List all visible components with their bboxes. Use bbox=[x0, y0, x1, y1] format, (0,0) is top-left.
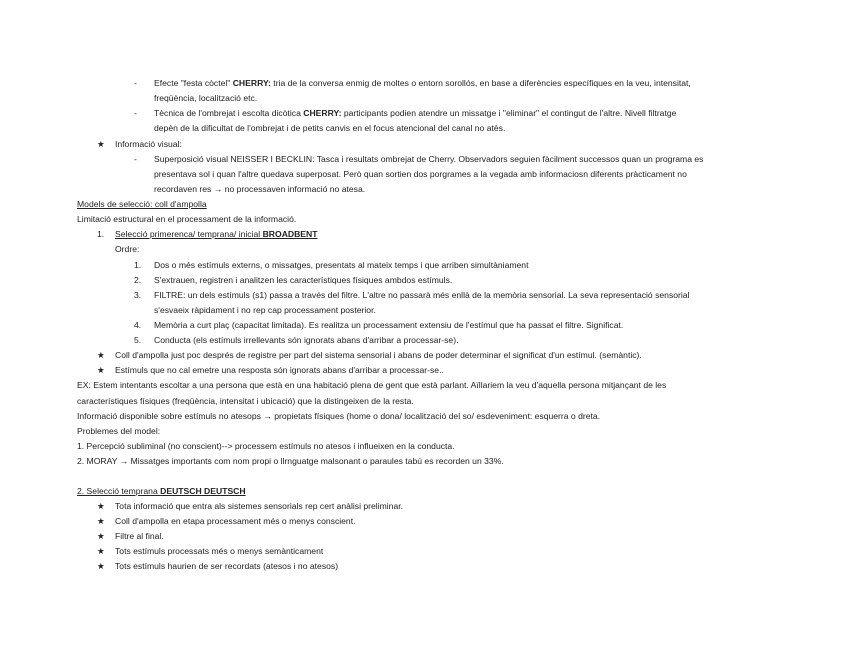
list-number: 4. bbox=[134, 320, 142, 330]
bullet-text: Coll d'ampolla en etapa processament més o menys conscient. bbox=[115, 516, 356, 526]
bullet-text: Estímuls que no cal emetre una resposta són ignorats abans d'arribar a processar-se.. bbox=[115, 365, 444, 375]
text: Selecció primerenca/ temprana/ inicial bbox=[115, 229, 263, 239]
limitation-text: Limitació estructural en el processament de la informació. bbox=[77, 214, 297, 224]
step-line: FILTRE: un dels estímuls (s1) passa a través del filtre. L'altre no passarà més enllà de la memòria sensorial. La seva representació sensorial bbox=[154, 290, 690, 300]
star-bullet-icon: ★ bbox=[97, 139, 105, 149]
problem-2: 2. MORAY → Missatges importants com nom propi o llrnguatge malsonant o paraules tabú es recorden un 33%. bbox=[77, 456, 504, 466]
step-line: s'esvaeix ràpidament i no rep cap processament posterior. bbox=[154, 305, 376, 315]
info-line: Informació disponible sobre estímuls no atesops → propietats físiques (home o dona/ localització del so/ esdeveniment: esquerra o dreta. bbox=[77, 411, 601, 421]
star-bullet-icon: ★ bbox=[97, 350, 105, 360]
bullet-text: Tots estímuls haurien de ser recordats (atesos i no atesos) bbox=[115, 561, 339, 571]
neisser-line2: presentava sol i quan l'altre quedava superposat. Però quan sortien dos porgrames a la vegada amb informaciosn diferents pràcticament no bbox=[154, 169, 687, 179]
problems-heading: Problemes del model: bbox=[77, 426, 161, 436]
text: tria de la conversa enmig de moltes o entorn sorollós, en base a diferències específiques en la veu, intensitat, bbox=[270, 78, 691, 88]
cherry-effect-line2: freqüència, localització etc. bbox=[154, 93, 258, 103]
neisser-line3: recordaven res → no processaven informació no atesa. bbox=[154, 184, 366, 194]
deutsch-heading bbox=[77, 484, 246, 499]
broadbent-heading bbox=[115, 227, 318, 242]
bold-name: CHERRY: bbox=[303, 108, 342, 118]
list-number: 5. bbox=[134, 335, 142, 345]
text: Efecte "festa còctel" bbox=[154, 78, 233, 88]
bullet-text: Coll d'ampolla just poc després de registre per part del sistema sensorial i abans de poder determinar el significat d'un estímul. (semàntic). bbox=[115, 350, 642, 360]
list-number: 1. bbox=[134, 260, 142, 270]
cherry-effect-line1 bbox=[154, 76, 691, 91]
neisser-line1: Superposició visual NEISSER I BECKLIN: Tasca i resultats ombrejat de Cherry. Observadors seguien fàcilment successos quan un programa es bbox=[154, 154, 704, 164]
text: Tècnica de l'ombrejat i escolta dicòtica bbox=[154, 108, 304, 118]
bold-name: CHERRY: bbox=[232, 78, 271, 88]
problem-1: 1. Percepció subliminal (no conscient)--> processem estímuls no atesos i influeixen en la conducta. bbox=[77, 441, 455, 451]
dash-marker: - bbox=[134, 78, 137, 88]
step-line: Memòria a curt plaç (capacitat limitada). Es realitza un processament extensiu de l'estímul que ha passat el filtre. Significat. bbox=[154, 320, 624, 330]
text: participants podien atendre un missatge i "eliminar" el contingut de l'altre. Nivell filtratge bbox=[341, 108, 677, 118]
example-line2: característiques físiques (freqüència, intensitat i ubicació) que la distingeixen de la resta. bbox=[77, 396, 414, 406]
dash-marker: - bbox=[134, 154, 137, 164]
visual-info-label: Informació visual: bbox=[115, 139, 182, 149]
step-line: Dos o més estímuls externs, o missatges, presentats al mateix temps i que arriben simultàniament bbox=[154, 260, 529, 270]
list-number: 3. bbox=[134, 290, 142, 300]
star-bullet-icon: ★ bbox=[97, 546, 105, 556]
step-line: Conducta (els estímuls irrellevants són ignorats abans d'arribar a processar-se). bbox=[154, 335, 459, 345]
models-heading: Models de selecció: coll d'ampolla bbox=[77, 199, 207, 209]
list-number: 1. bbox=[97, 229, 105, 239]
star-bullet-icon: ★ bbox=[97, 516, 105, 526]
bullet-text: Filtre al final. bbox=[115, 531, 164, 541]
dash-marker: - bbox=[134, 108, 137, 118]
bold-name: DEUTSCH DEUTSCH bbox=[160, 486, 246, 496]
text: 2. Selecció temprana bbox=[77, 486, 161, 496]
step-line: S'extrauen, registren i analitzen les característiques físiques ambdos estímuls. bbox=[154, 275, 453, 285]
shadowing-line2: depèn de la dificultat de l'ombrejat i de petits canvis en el focus atencional del canal no atès. bbox=[154, 123, 506, 133]
example-line1: EX: Estem intentants escoltar a una persona que està en una habitació plena de gent que està parlant. Aïllariem la veu d'aquella persona mitjançant de les bbox=[77, 380, 667, 390]
star-bullet-icon: ★ bbox=[97, 501, 105, 511]
bold-name: BROADBENT bbox=[262, 229, 318, 239]
star-bullet-icon: ★ bbox=[97, 365, 105, 375]
star-bullet-icon: ★ bbox=[97, 561, 105, 571]
bullet-text: Tots estímuls processats més o menys semànticament bbox=[115, 546, 324, 556]
star-bullet-icon: ★ bbox=[97, 531, 105, 541]
shadowing-line1 bbox=[154, 106, 676, 121]
list-number: 2. bbox=[134, 275, 142, 285]
ordre-label: Ordre: bbox=[115, 244, 140, 254]
bullet-text: Tota informació que entra als sistemes sensorials rep cert anàlisi preliminar. bbox=[115, 501, 404, 511]
